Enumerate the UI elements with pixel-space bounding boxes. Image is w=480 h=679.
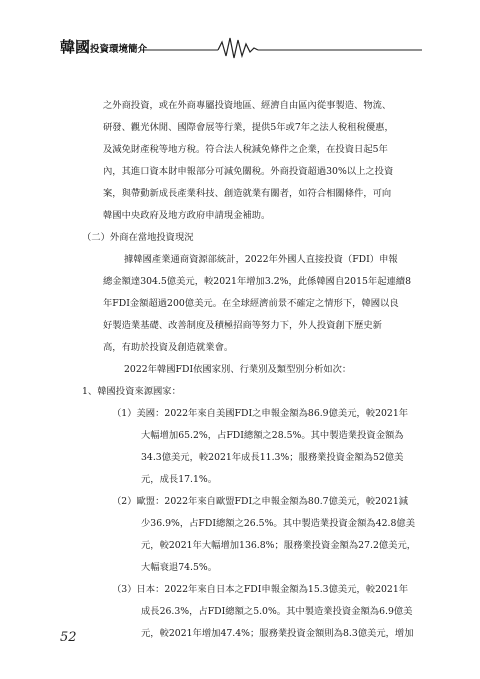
body-text-line: 2022年韓國FDI依國家別、行業別及類型別分析如次：	[124, 364, 352, 375]
list-item-continuation: 元，較2021年增加47.4%；服務業投資金額則為8.3億美元，增加	[141, 628, 414, 639]
list-item-continuation: 少36.9%，占FDI總額之26.5%。其中製造業投資金額為42.8億美	[141, 518, 415, 529]
body-text-line: 韓國中央政府及地方政府申請現金補助。	[103, 210, 271, 221]
body-text-line: 案，與帶動新成長產業科技、創造就業有關者，如符合相關條件，可向	[103, 188, 392, 199]
list-heading: 1、韓國投資來源國家：	[82, 386, 181, 397]
body-text-line: 高，有助於投資及創造就業會。	[103, 342, 234, 353]
body-text-line: 研發、觀光休閒、國際會展等行業，提供5年或7年之法人稅租稅優惠，	[103, 122, 394, 133]
list-item: （1）美國：2022年來自美國FDI之申報金額為86.9億美元，較2021年	[112, 408, 409, 419]
list-item: （2）歐盟：2022年來自歐盟FDI之申報金額為80.7億美元，較2021減	[112, 496, 409, 507]
list-item: （3）日本：2022年來自日本之FDI申報金額為15.3億美元，較2021年	[112, 584, 409, 595]
list-item-continuation: 成長26.3%，占FDI總額之5.0%。其中製造業投資金額為6.9億美	[141, 606, 413, 617]
page-number: 52	[60, 630, 77, 645]
body-text-line: 內，其進口資本財申報部分可減免關稅。外商投資超過30%以上之投資	[103, 166, 394, 177]
book-title	[60, 36, 147, 57]
running-header	[0, 30, 480, 66]
body-text-line: 總金額達304.5億美元，較2021年增加3.2%，此係韓國自2015年起連續8	[103, 276, 412, 287]
body-text-line: 之外商投資，或在外商專屬投資地區、經濟自由區內從事製造、物流、	[103, 100, 392, 111]
body-text-line: 好製造業基礎、改善制度及積極招商等努力下，外人投資創下歷史新	[103, 320, 382, 331]
body-text-line: 年FDI金額超過200億美元。在全球經濟前景不確定之情形下，韓國以良	[103, 298, 399, 309]
section-heading: （二）外商在當地投資現況	[82, 232, 194, 243]
book-title-sub: 投資環境簡介	[90, 44, 148, 55]
book-title-main: 韓國	[60, 38, 91, 56]
body-text-line: 及減免財產稅等地方稅。符合法人稅減免條件之企業，在投資日起5年	[103, 144, 388, 155]
list-item-continuation: 大幅衰退74.5%。	[141, 562, 218, 573]
body-text-line: 據韓國產業通商資源部統計，2022年外國人直接投資（FDI）申報	[124, 254, 398, 265]
list-item-continuation: 元，較2021年大幅增加136.8%；服務業投資金額為27.2億美元，	[141, 540, 417, 551]
list-item-continuation: 元，成長17.1%。	[141, 474, 218, 485]
list-item-continuation: 大幅增加65.2%，占FDI總額之28.5%。其中製造業投資金額為	[141, 430, 404, 441]
list-item-continuation: 34.3億美元，較2021年成長11.3%；服務業投資金額為52億美	[141, 452, 404, 463]
